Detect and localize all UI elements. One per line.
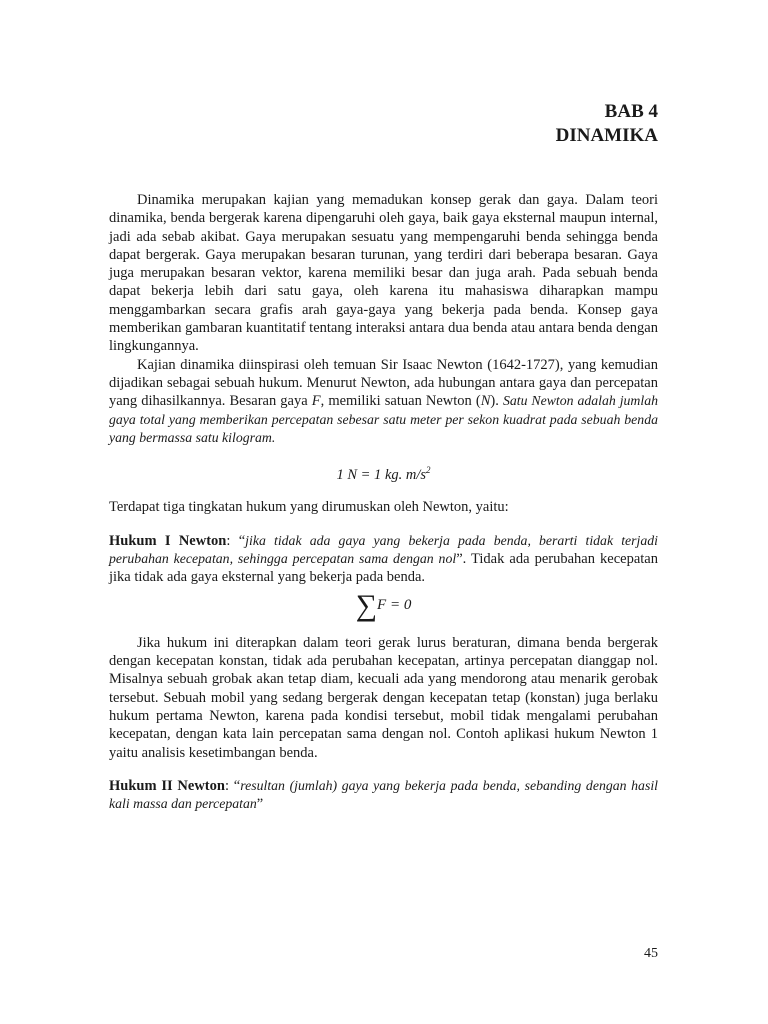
newton-definition: Satu Newton adalah jumlah gaya total yang memberikan percepatan sebesar satu meter per sekon kuadrat pada sebuah benda yang bermassa satu kilogram.	[109, 393, 659, 445]
paragraph-intro: Dinamika merupakan kajian yang memadukan konsep gerak dan gaya. Dalam teori dinamika, benda bergerak karena dipengaruhi oleh gaya, baik gaya eksternal maupun internal, jadi ada sebab akibat. Gaya merupakan sesuatu yang mempengaruhi benda sehingga benda dapat bergerak. Gaya merupakan besaran turunan, yang terdiri dari beberapa besaran. Gaya juga merupakan besaran vektor, karena memiliki besar dan juga arah. Pada sebuah benda dapat bekerja lebih dari satu gaya, oleh karena itu mahasiswa diharapkan mampu menggambarkan secara grafis arah gaya-gaya yang bekerja pada benda. Konsep gaya memberikan gambaran kuantitatif tentang interaksi antara dua benda atau antara benda dengan lingkungannya.	[109, 192, 658, 355]
law-2-label: Hukum II Newton	[109, 777, 225, 794]
law-1-quote: jika tidak ada gaya yang bekerja pada benda, berarti tidak terjadi perubahan kecepatan, sehingga percepatan sama dengan nol	[109, 532, 659, 566]
symbol-n: N	[480, 393, 491, 410]
chapter-number: BAB 4	[604, 101, 658, 122]
formula-newton-unit: 1 N = 1 kg. $m/s^2$	[336, 465, 431, 483]
paragraph-newton: Kajian dinamika diinspirasi oleh temuan Sir Isaac Newton (1642-1727), yang kemudian dijadikan sebagai sebuah hukum. Menurut Newton, ada hubungan antara gaya dan percepatan yang dihasilkannya. Besaran gaya F, memiliki satuan Newton (N). Satu Newton adalah jumlah gaya total yang memberikan percepatan sebesar satu meter per sekon kuadrat pada sebuah benda yang bermassa satu kilogram.	[109, 356, 659, 445]
body-text	[109, 191, 658, 813]
chapter-title: DINAMIKA	[555, 125, 658, 146]
law-2-quote: resultan (jumlah) gaya yang bekerja pada benda, sebanding dengan hasil kali massa dan percepatan	[109, 777, 658, 812]
symbol-f: F	[311, 393, 321, 410]
page-number: 45	[644, 946, 658, 961]
law-1-label: Hukum I Newton	[109, 532, 227, 549]
paragraph-law-2: Hukum II Newton: “resultan (jumlah) gaya yang bekerja pada benda, sebanding dengan hasil kali massa dan percepatan”	[109, 777, 658, 813]
paragraph-law-1-application: Jika hukum ini diterapkan dalam teori gerak lurus beraturan, dimana benda bergerak dengan kecepatan konstan, tidak ada perubahan kecepatan, artinya percepatan dianggap nol. Misalnya sebuah grobak akan tetap diam, kecuali ada yang mendorong atau menarik gerobak tersebut. Sebuah mobil yang sedang bergerak dengan kecepatan tetap (konstan) juga berlaku hukum pertama Newton, karena pada kondisi tersebut, mobil tidak mengalami perubahan kecepatan, dengan kata lain percepatan sama dengan nol. Contoh aplikasi hukum Newton 1 yaitu analisis kesetimbangan benda.	[109, 634, 658, 761]
formula-sum-force: ∑F = 0	[355, 589, 412, 623]
paragraph-law-1: Hukum I Newton: “jika tidak ada gaya yang bekerja pada benda, berarti tidak terjadi perubahan kecepatan, sehingga percepatan sama dengan nol”. Tidak ada perubahan kecepatan jika tidak ada gaya eksternal yang bekerja pada benda.	[109, 532, 659, 586]
paragraph-three-laws: Terdapat tiga tingkatan hukum yang dirumuskan oleh Newton, yaitu:	[109, 499, 509, 516]
chapter-heading	[556, 100, 658, 148]
sigma-symbol: ∑	[355, 589, 378, 623]
